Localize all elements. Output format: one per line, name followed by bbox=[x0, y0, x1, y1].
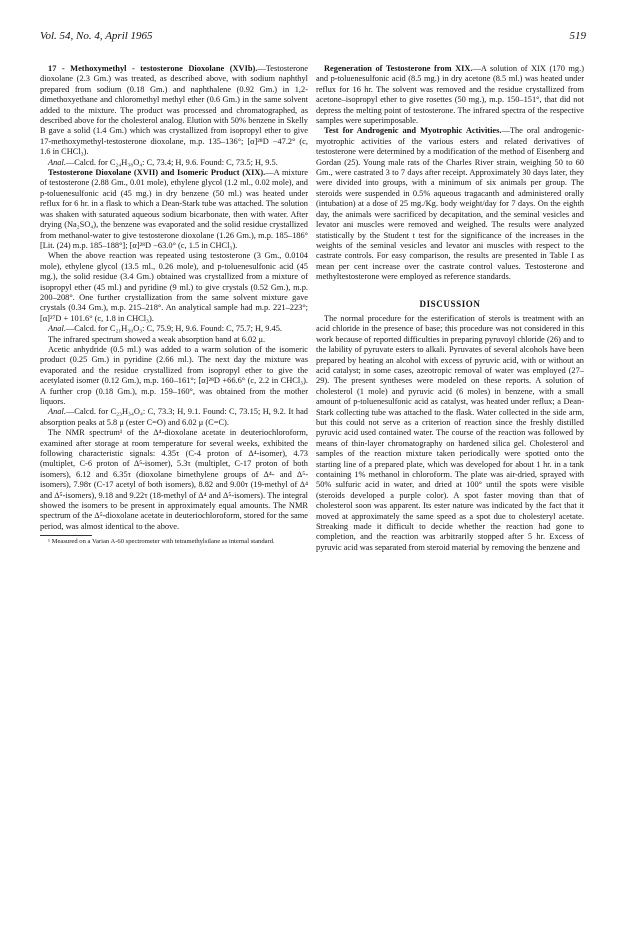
running-head: Vol. 54, No. 4, April 1965 bbox=[40, 30, 153, 42]
paragraph-text: —Calcd. for C₂₄H₃₈O₄: C, 73.4; H, 9.6. Found: C, 73.5; H, 9.5. bbox=[65, 157, 278, 167]
paragraph: The normal procedure for the esterification of sterols is treatment with an acid chloride in the presence of base; this procedure was not considered in this work because of reported difficulties in preparing pyruvoyl chloride (26) and to the lability of pyruvate esters to alkali. Pyruvates of several alcohols have been prepared by heating an alcohol with excess of pyruvic acid, with or without an acid catalyst; in some cases, azeotropic removal of water was employed (27–29). The present syntheses were modeled on these reports. A solution of cholesterol (1 mole) and pyruvic acid (6 moles) in benzene, with a small amount of p-toluenesulfonic acid as catalyst, was heated under reflux; a Dean-Stark collecting tube was attached to the flask. Water collected in the side arm, but this could not serve as a criterion of reaction since the freshly distilled pyruvic acid used contained water. The course of the reaction was followed by means of thin-layer chromatography on hardened silica gel. Cholesterol and samples of the reaction mixture taken periodically were spotted onto the starting line of a prepared plate, which was developed for about 1 hr. in a tank containing 1% methanol in chloroform. The plate was air-dried, sprayed with 50% sulfuric acid in water, and dried at 100° until the spots were visible (steroids developed a purple color). A spot faster moving than that of cholesterol soon was apparent. Its ester nature was indicated by the fact that it moved at approximately the same speed as a spot due to cholesteryl acetate. Streaking made it difficult to decide whether the reaction had gone to completion, and the reaction was arbitrarily stopped after 5 hr. Excess of pyruvic acid was separated from steroid material by removing the benzene and bbox=[316, 313, 584, 552]
analysis-label: Anal. bbox=[48, 157, 66, 167]
run-in-heading: Regeneration of Testosterone from XIX. bbox=[324, 64, 473, 73]
run-in-heading: Test for Androgenic and Myotrophic Activities. bbox=[324, 126, 502, 136]
paragraph: Acetic anhydride (0.5 ml.) was added to a warm solution of the isomeric product (0.25 Gm.) in pyridine (2.66 ml.). The next day the mixture was evaporated and the residue crystallized from isopropyl ether to give the acetylated isomer (0.12 Gm.), m.p. 160–161°; [α]²⁸D +66.6° (c, 2.2 in CHCl₃). A further crop (0.18 Gm.), m.p. 159–160°, was obtained from the mother liquors. bbox=[40, 344, 308, 406]
paragraph bbox=[316, 126, 584, 282]
paragraph-text: —Calcd. for C₂₃H₃₄O₄: C, 73.3; H, 9.1. Found: C, 73.15; H, 9.2. It had absorption peaks at 5.8 μ (ester C=O) and 6.02 μ (C=C). bbox=[40, 407, 308, 427]
paragraph-text: —A solution of XIX (170 mg.) and p-toluenesulfonic acid (8.5 mg.) in dry acetone (8.5 ml.) was heated under reflux for 16 hr. The solvent was removed and the residue crystallized from acetone–isopropyl ether to give rosettes (50 mg.), m.p. 150–151°, that did not depress the melting point of testosterone. The infrared spectra of the respective samples were superimposable. bbox=[316, 64, 585, 126]
section-spacer bbox=[316, 283, 584, 291]
paragraph: When the above reaction was repeated using testosterone (3 Gm., 0.0104 mole), ethylene glycol (13.5 ml., 0.26 mole), and p-toluenesulfonic acid (45 mg.), the solid residue (3.4 Gm.) obtained was crystallized from a mixture of isopropyl ether (45 ml.) and pyridine (9 ml.) to give crystals (0.52 Gm.), m.p. 200–208°. One further crystallization from the same solvent mixture gave crystals (0.34 Gm.), m.p. 215–218°. An analytical sample had m.p. 221–223°; [α]²⁷D + 101.6° (c, 1.8 in CHCl₃). bbox=[40, 251, 308, 323]
paragraph bbox=[40, 324, 308, 334]
run-in-heading: 17 - Methoxymethyl - testosterone Dioxolane (XVIb). bbox=[48, 64, 258, 73]
footnote: ¹ Measured on a Varian A-60 spectrometer with tetramethylsilane as internal standard. bbox=[48, 538, 275, 546]
analysis-label: Anal. bbox=[48, 324, 66, 334]
section-heading: DISCUSSION bbox=[419, 298, 481, 309]
paragraph-text: —A mixture of testosterone (2.88 Gm., 0.01 mole), ethylene glycol (1.2 ml., 0.02 mole), and p-toluenesulfonic acid (45 mg.) in dry benzene (50 ml.) was heated under reflux for 6 hr. in a flask to which a Dean-Stark tube was attached. The solution was shaken with saturated aqueous sodium bicarbonate, then with water. After drying (Na₂SO₄), the benzene was evaporated and the solid residue crystallized from methanol-water to give testosterone dioxolane (1.26 Gm.), m.p. 185–186° [Lit. (24) m.p. 185–188°]; [α]²⁸D −63.0° (c, 1.5 in CHCl₃). bbox=[40, 168, 308, 250]
footnote-divider bbox=[40, 535, 92, 536]
run-in-heading: Testosterone Dioxolane (XVII) and Isomeric Product (XIX). bbox=[48, 168, 266, 178]
paragraph bbox=[40, 168, 308, 251]
paragraph-text: —The oral androgenic-myotrophic activities of the various esters and related derivatives of testosterone were determined by a modification of the method of Eisenberg and Gordan (25). Young male rats of the Charles River strain, weighing 50 to 60 Gm., were castrated 3 to 7 days after receipt. Approximately 30 days later, they were divided into groups, with a minimum of six animals per group. The steroids were suspended in 0.5% aqueous tragacanth and administered orally (intubation) at a dose of 25 mg./Kg. body weight/day for 7 days. On the eighth day, the animals were sacrificed by decapitation, and the seminal vesicles and levator ani muscles were removed and weighed. The results were analyzed statistically by the Student t test for the significance of the increases in the weights of the seminal vesicles and levator ani muscles with respect to the castrate controls. For easy comparison, the results are presented in Table I as mean per cent increase over the castrate control values. Testosterone and methyltestosterone were employed as reference standards. bbox=[316, 126, 584, 282]
paragraph bbox=[40, 407, 308, 428]
paragraph bbox=[40, 158, 308, 168]
page-number: 519 bbox=[569, 30, 586, 42]
analysis-label: Anal. bbox=[48, 407, 66, 417]
paragraph bbox=[40, 64, 308, 158]
right-column bbox=[316, 64, 584, 553]
paragraph: The NMR spectrum¹ of the Δ⁴-dioxolane acetate in deuteriochloroform, examined after storage at room temperature for several weeks, exhibited the following characteristic signals: 4.35τ (C-4 proton of Δ⁴-isomer), 4.73 (multiplet, C-6 proton of Δ⁵-isomer), 5.3τ (multiplet, C-17 proton of both isomers), 6.12 and 6.35τ (dioxolane bimethylene groups of Δ⁴- and Δ⁵-isomers), 7.98τ (C-17 acetyl of both isomers), 8.82 and 9.00τ (19-methyl of Δ⁴ and Δ⁵-isomers), 9.18 and 9.22τ (18-methyl of Δ⁴ and Δ⁵-isomers). The integral showed the isomers to be present in approximately equal amounts. The NMR spectrum of the Δ⁵-dioxolane acetate in deuteriochloroform, stored for the same period, was almost identical to the above. bbox=[40, 428, 308, 531]
left-column bbox=[40, 64, 308, 546]
paragraph: The infrared spectrum showed a weak absorption band at 6.02 μ. bbox=[48, 334, 266, 344]
paragraph-text: —Calcd. for C₂₁H₃₀O₃: C, 75.9; H, 9.6. Found: C, 75.7; H, 9.45. bbox=[65, 324, 282, 334]
paragraph bbox=[316, 64, 584, 126]
paragraph-text: —Testosterone dioxolane (2.3 Gm.) was treated, as described above, with sodium naphthyl prepared from sodium (0.18 Gm.) and naphthalene (0.92 Gm.) in 1,2-dimethoxyethane and chloromethyl methyl ether (0.6 Gm.) in the same solvent added to the mixture. The product was processed and chromatographed, as described above for the cholesterol analog. Elution with 50% benzene in Skelly B gave a solid (1.4 Gm.) which was crystallized from isopropyl ether to give 17-methoxymethyl-testosterone dioxolane, m.p. 135–136°; [α]²⁸D −47.2° (c, 1.6 in CHCl₃). bbox=[40, 64, 308, 157]
